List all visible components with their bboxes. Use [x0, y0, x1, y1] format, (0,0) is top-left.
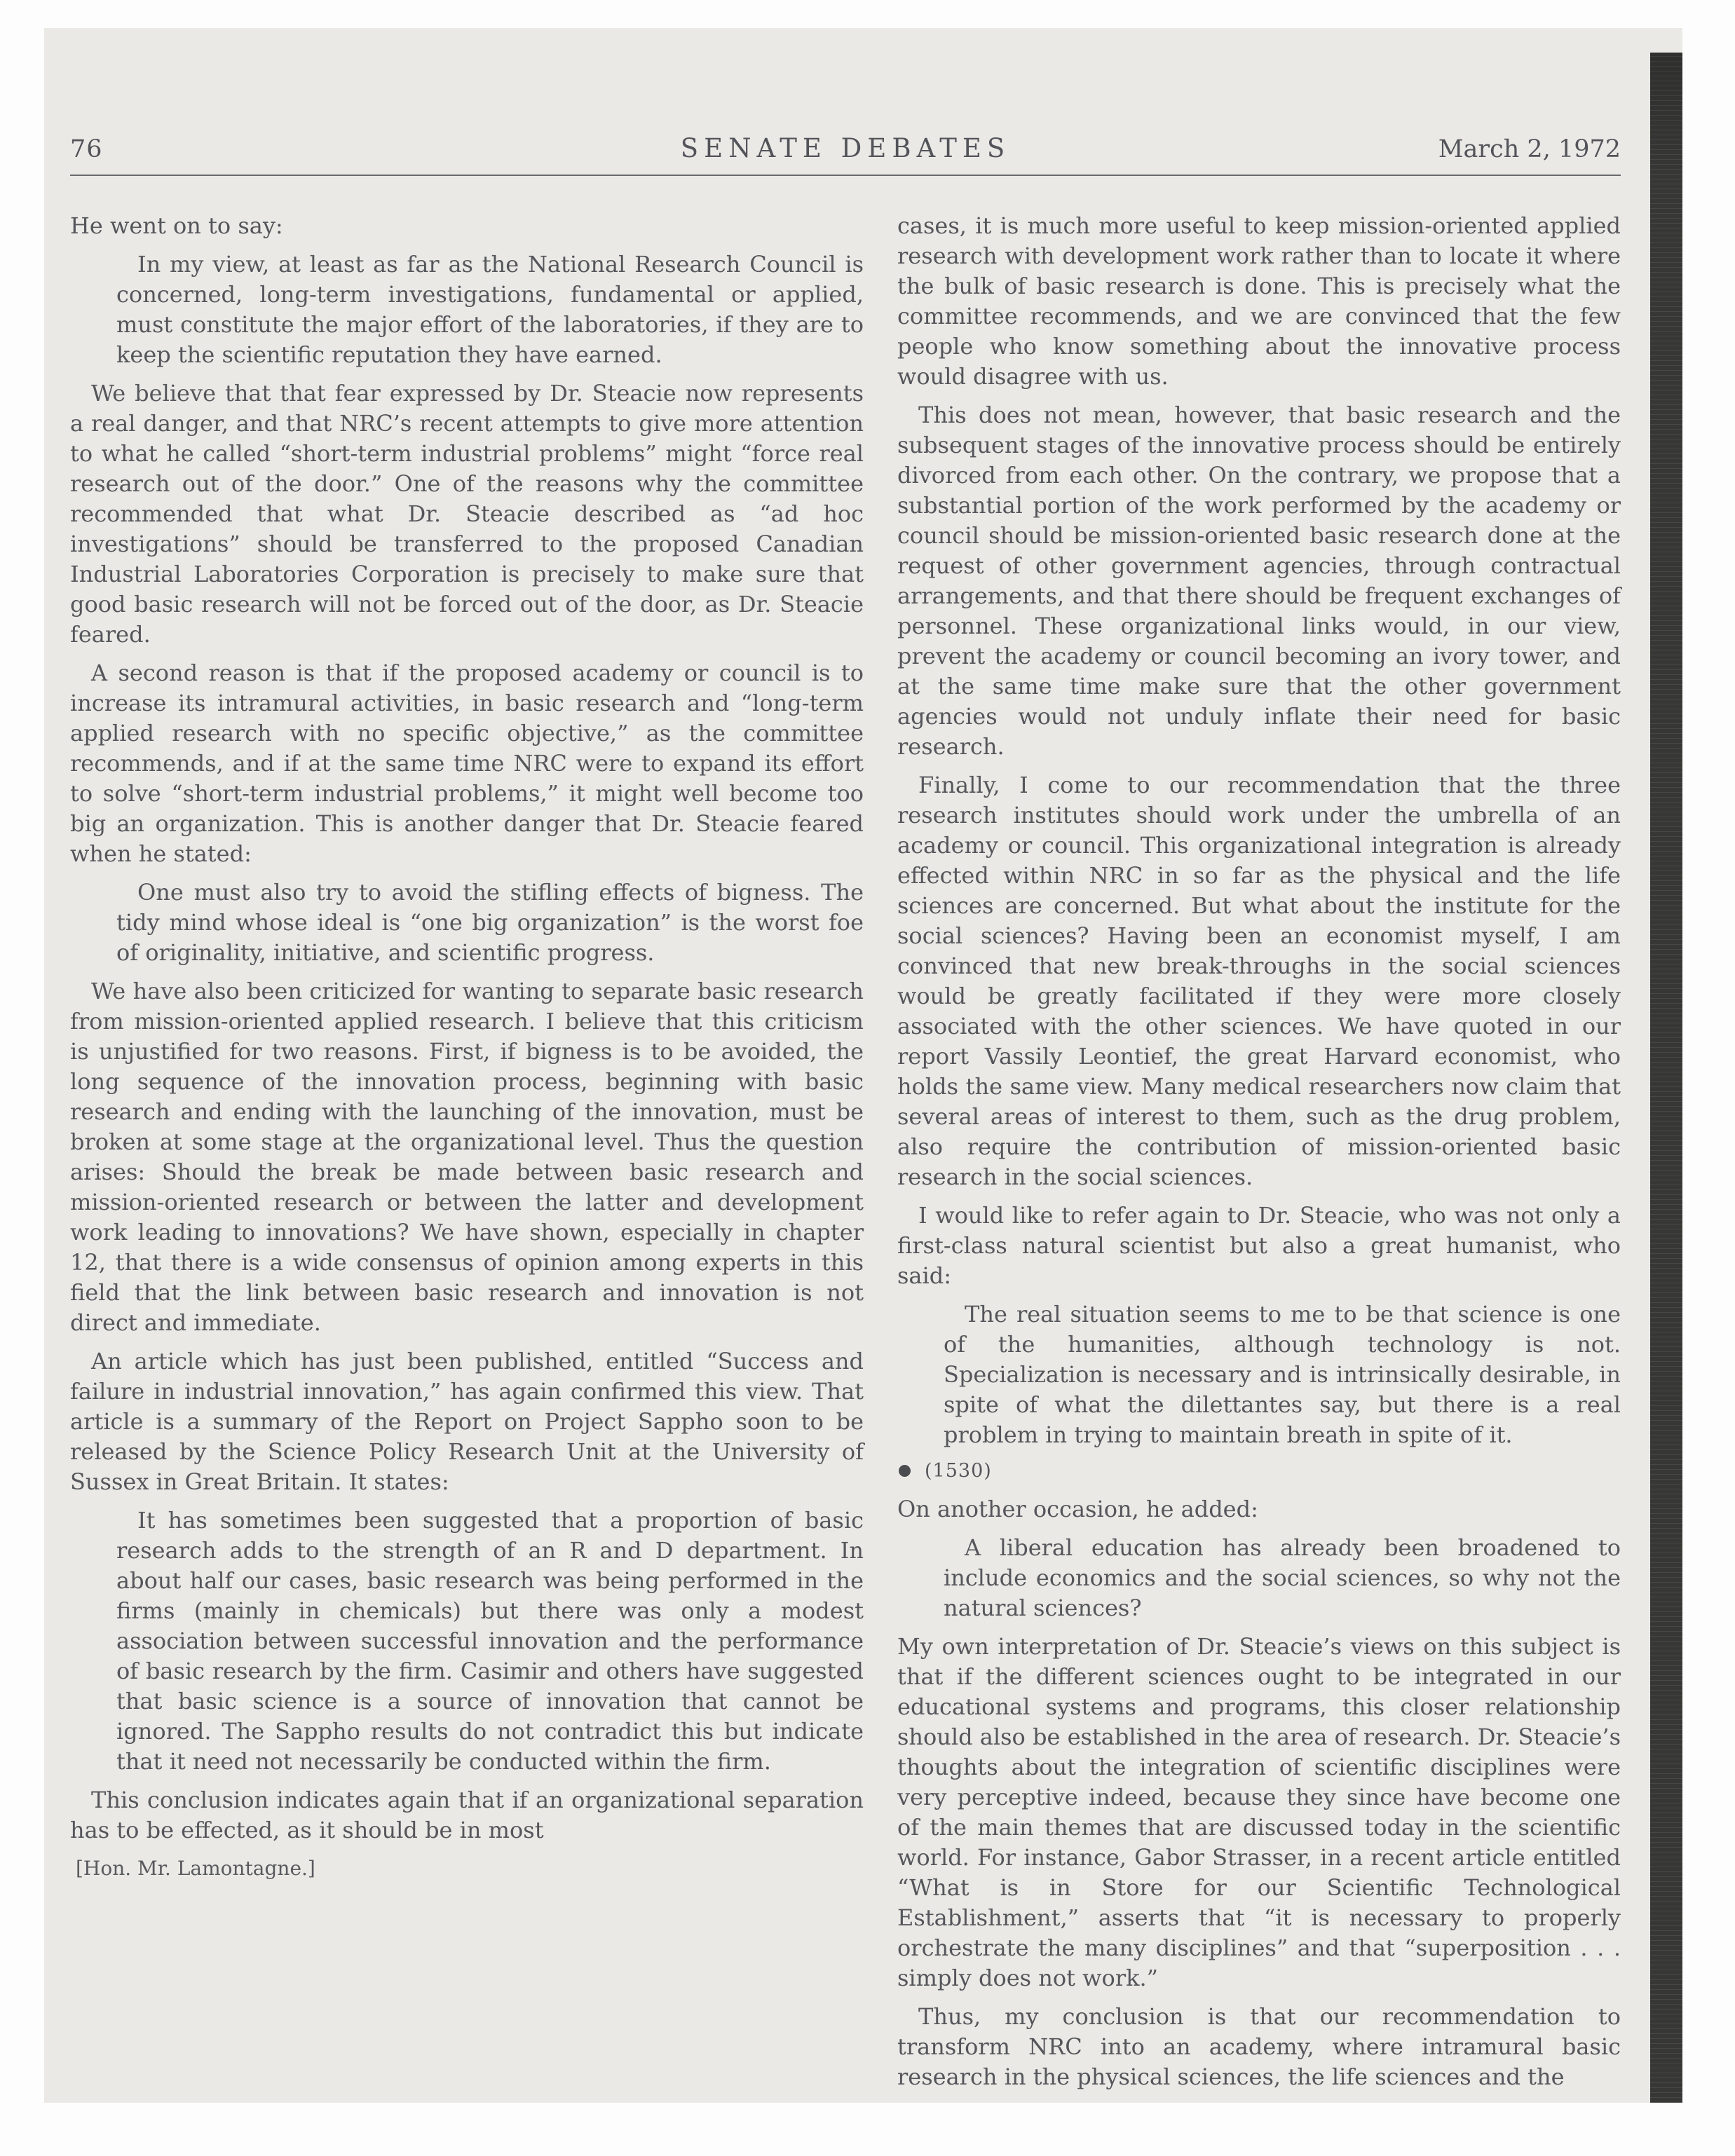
- block-quote: It has sometimes been suggested that a proportion of basic research adds to the strength of an R and D department. In about half our cases, basic research was being performed in the firms (mainly in chemicals) but there was only a modest association between successful innovation and the performance of basic research by the firm. Casimir and others have suggested that basic science is a source of innovation that cannot be ignored. The Sappho results do not contradict this but indicate that it need not necessarily be conducted within the firm.: [116, 1507, 864, 1775]
- paragraph: We have also been criticized for wanting to separate basic research from mission-oriented applied research. I believe that this criticism is unjustified for two reasons. First, if bigness is to be avoided, the long sequence of the innovation process, beginning with basic research and ending with the launching of the innovation, must be broken at some stage at the organizational level. Thus the question arises: Should the break be made between basic research and mission-oriented research or between the latter and development work leading to innovations? We have shown, especially in chapter 12, that there is a wide consensus of opinion among experts in this field that the link between basic research and innovation is not direct and immediate.: [70, 978, 864, 1336]
- page-title: SENATE DEBATES: [680, 133, 1011, 163]
- paragraph: An article which has just been published, entitled “Success and failure in industrial innovation,” has again confirmed this view. That article is a summary of the Report on Project Sappho soon to be released by the Science Policy Research Unit at the University of Sussex in Great Britain. It states:: [70, 1348, 864, 1495]
- time-marker: [899, 1460, 1621, 1482]
- time-label: (1530): [925, 1460, 992, 1482]
- left-column: [70, 211, 864, 2101]
- running-header: [70, 133, 1621, 176]
- paragraph: This does not mean, however, that basic research and the subsequent stages of the innovative process should be entirely divorced from each other. On the contrary, we propose that a substantial portion of the work performed by the academy or council should be mission-oriented basic research done at the request of other government agencies, through contractual arrangements, and that there should be frequent exchanges of personnel. These organizational links would, in our view, prevent the academy or council becoming an ivory tower, and at the same time make sure that the other government agencies would not unduly inflate their need for basic research.: [897, 402, 1621, 760]
- bullet-icon: [899, 1465, 911, 1477]
- page-content: [70, 133, 1621, 2101]
- block-quote: In my view, at least as far as the National Research Council is concerned, long-term investigations, fundamental or applied, must constitute the major effort of the laboratories, if they are to keep the scientific reputation they have earned.: [116, 251, 864, 368]
- paragraph: A second reason is that if the proposed academy or council is to increase its intramural activities, in basic research and “long-term applied research with no specific objective,” as the committee recommends, and if at the same time NRC were to expand its effort to solve “short-term industrial problems,” it might well become too big an organization. This is another danger that Dr. Steacie feared when he stated:: [70, 660, 864, 867]
- paragraph: On another occasion, he added:: [897, 1496, 1258, 1522]
- paragraph: My own interpretation of Dr. Steacie’s views on this subject is that if the different sciences ought to be integrated in our educational systems and programs, this closer relationship should also be established in the area of research. Dr. Steacie’s thoughts about the integration of scientific disciplines were very perceptive indeed, because they since have become one of the main themes that are discussed today in the scientific world. For instance, Gabor Strasser, in a recent article entitled “What is in Store for our Scientific Technological Establishment,” asserts that “it is necessary to properly orchestrate the many disciplines” and that “superposition . . . simply does not work.”: [897, 1633, 1621, 1991]
- paragraph: Finally, I come to our recommendation that the three research institutes should work under the umbrella of an academy or council. This organizational integration is already effected within NRC in so far as the physical and the life sciences are concerned. But what about the institute for the social sciences? Having been an economist myself, I am convinced that new break-throughs in the social sciences would be greatly facilitated if they were more closely associated with the other sciences. We have quoted in our report Vassily Leontief, the great Harvard economist, who holds the same view. Many medical researchers now claim that several areas of interest to them, such as the drug problem, also require the contribution of mission-oriented basic research in the social sciences.: [897, 772, 1621, 1190]
- paragraph: We believe that that fear expressed by Dr. Steacie now represents a real danger, and that NRC’s recent attempts to give more attention to what he called “short-term industrial problems” might “force real research out of the door.” One of the reasons why the committee recommended that what Dr. Steacie described as “ad hoc investigations” should be transferred to the proposed Canadian Industrial Laboratories Corporation is precisely to make sure that good basic research will not be forced out of the door, as Dr. Steacie feared.: [70, 380, 864, 648]
- paragraph: I would like to refer again to Dr. Steacie, who was not only a first-class natural scientist but also a great humanist, who said:: [897, 1202, 1621, 1289]
- paragraph: He went on to say:: [70, 212, 283, 239]
- page-date: March 2, 1972: [1438, 135, 1621, 163]
- block-quote: One must also try to avoid the stifling effects of bigness. The tidy mind whose ideal is “one big organization” is the worst foe of originality, initiative, and scientific progress.: [116, 879, 864, 966]
- scanned-page: [44, 28, 1682, 2103]
- page-number: 76: [70, 135, 103, 163]
- speaker-attribution: [Hon. Mr. Lamontagne.]: [76, 1857, 315, 1880]
- paragraph: This conclusion indicates again that if an organizational separation has to be effected, as it should be in most: [70, 1787, 864, 1843]
- paragraph: Thus, my conclusion is that our recommendation to transform NRC into an academy, where intramural basic research in the physical sciences, the life sciences and the: [897, 2003, 1621, 2090]
- text-columns: [70, 211, 1621, 2101]
- paragraph: cases, it is much more useful to keep mission-oriented applied research with development work rather than to locate it where the bulk of basic research is done. This is precisely what the committee recommends, and we are convinced that the few people who know something about the innovative process would disagree with us.: [897, 212, 1621, 390]
- binding-shadow: [1650, 53, 1682, 2103]
- block-quote: A liberal education has already been broadened to include economics and the social sciences, so why not the natural sciences?: [944, 1534, 1621, 1621]
- block-quote: The real situation seems to me to be that science is one of the humanities, although technology is not. Specialization is necessary and is intrinsically desirable, in spite of what the dilettantes say, but there is a real problem in trying to maintain breath in spite of it.: [944, 1301, 1621, 1448]
- right-column: [897, 211, 1621, 2101]
